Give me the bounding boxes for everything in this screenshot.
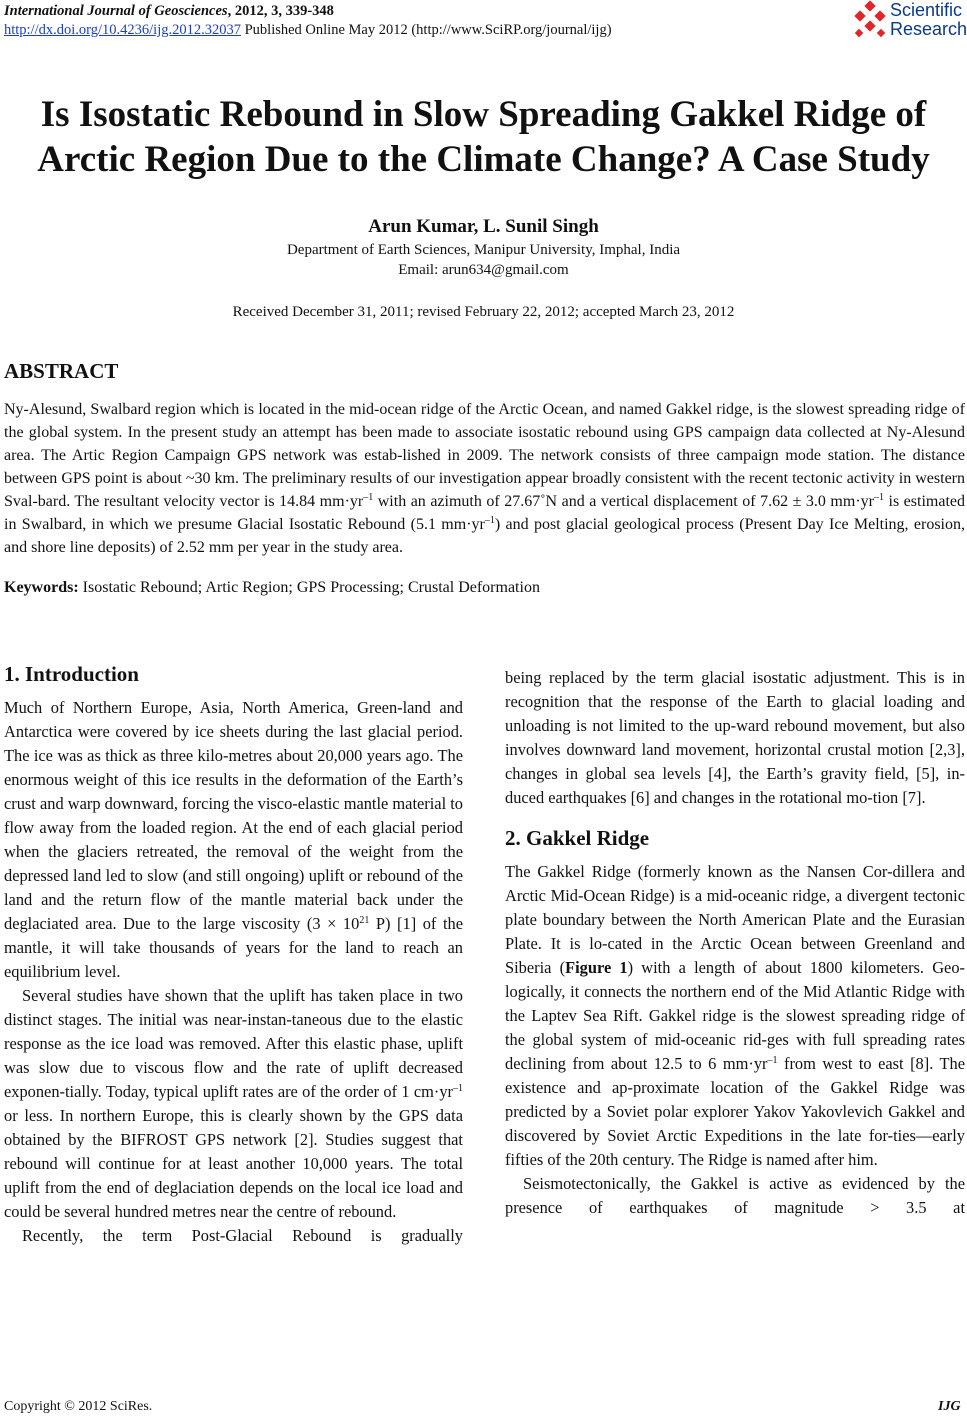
- keywords: [4, 576, 965, 599]
- abstract-text: Ny-Alesund, Swalbard region which is located in the mid-ocean ridge of the Arctic Ocean, and named Gakkel ridge, is the slowest spreading ridge of the global system. In the present study an attempt has been made to associate isostatic rebound using GPS campaign data collected at Ny-Alesund area. The Artic Region Campaign GPS network was estab-lished in 2009. The network consists of three campaign mode station. The distance between GPS point is about ~30 km. The preliminary results of our investigation appear broadly consistent with the recent tectonic activity in western Sval-bard. The resultant velocity vector is 14.84 $mm\cdot yr^{-1}$ with an azimuth of 27.67˚N and a vertical displacement of 7.62 ± 3.0 $mm\cdot yr^{-1}$ is estimated in Swalbard, in which we presume Glacial Isostatic Rebound (5.1 $mm\cdot yr^{-1}$) and post glacial geological process (Present Day Ice Melting, erosion, and shore line deposits) of 2.52 mm per year in the study area.: [4, 401, 965, 556]
- authors: Arun Kumar, L. Sunil Singh: [368, 216, 599, 237]
- journal-citation: , 2012, 3, 339-348: [227, 3, 334, 19]
- abstract-heading: ABSTRACT: [4, 359, 119, 383]
- left-column: [4, 660, 463, 1248]
- doi-line: [4, 21, 612, 39]
- publisher-logo: [848, 0, 966, 42]
- logo-mark-icon: [848, 0, 890, 42]
- gakkel-paragraph-2: Seismotectonically, the Gakkel is active as evidenced by the presence of earthquakes of magnitude > 3.5 at: [505, 1174, 965, 1217]
- section-heading-introduction: 1. Introduction: [4, 662, 139, 686]
- logo-word-2: Research: [890, 19, 967, 39]
- figure-reference[interactable]: Figure 1: [565, 958, 628, 977]
- keywords-list: Isostatic Rebound; Artic Region; GPS Processing; Crustal Deformation: [78, 579, 540, 596]
- logo-word-1: Scientific: [890, 0, 963, 20]
- keywords-label: Keywords:: [4, 579, 79, 596]
- journal-abbreviation: IJG: [938, 1399, 961, 1414]
- affiliation: Department of Earth Sciences, Manipur University, Imphal, India: [286, 242, 681, 258]
- intro-paragraph-3-continued: being replaced by the term glacial isostatic adjustment. This is in recognition that the response of the Earth to glacial loading and unloading is not limited to the up-ward rebound movement, but also involves downward land movement, horizontal crustal motion [2,3], changes in global sea levels [4], the Earth’s gravity field, [5], in-duced earthquakes [6] and changes in the rotational mo-tion [7].: [505, 668, 965, 807]
- doi-link[interactable]: http://dx.doi.org/10.4236/ijg.2012.32037: [4, 22, 241, 38]
- title-line-2: Arctic Region Due to the Climate Change? A Case Study: [37, 139, 930, 180]
- intro-paragraph-2: Several studies have shown that the uplift has taken place in two distinct stages. The initial was near-instan-taneous due to the elastic response as the ice load was removed. After this elastic phase, uplift was slow due to viscous flow and the rate of uplift decreased exponen-tially. Today, typical uplift rates are of the order of 1 $cm\cdot yr^{-1}$ or less. In northern Europe, this is clearly shown by the GPS data obtained by the BIFROST GPS network [2]. Studies suggest that rebound will continue for at least another 10,000 years. The total uplift from the end of deglaciation depends on the local ice load and could be several hundred metres near the centre of rebound.: [4, 986, 463, 1221]
- paper-title: [0, 92, 967, 182]
- intro-paragraph-1: Much of Northern Europe, Asia, North America, Green-land and Antarctica were covered by ice sheets during the last glacial period. The ice was as thick as three kilo-metres about 20,000 years ago. The enormous weight of this ice results in the deformation of the Earth’s crust and warp downward, forcing the visco-elastic mantle material to flow away from the loaded region. At the end of each glacial period when the glaciers retreated, the removal of the weight from the depressed land led to slow (and still ongoing) uplift or rebound of the land and the return flow of the mantle material back under the deglaciated area. Due to the large viscosity ($3 \times 10^{21}$ P) [1] of the mantle, it will take thousands of years for the land to reach an equilibrium level.: [4, 698, 463, 981]
- right-column: [505, 666, 965, 1220]
- intro-paragraph-3: Recently, the term Post-Glacial Rebound is gradually: [22, 1226, 463, 1245]
- title-line-1: Is Isostatic Rebound in Slow Spreading Gakkel Ridge of: [40, 94, 927, 135]
- author-email: Email: arun634@gmail.com: [398, 262, 569, 278]
- journal-name: International Journal of Geosciences: [4, 3, 228, 19]
- copyright: Copyright © 2012 SciRes.: [4, 1399, 153, 1414]
- gakkel-paragraph-1: The Gakkel Ridge (formerly known as the Nansen Cor-dillera and Arctic Mid-Ocean Ridge) is a mid-oceanic ridge, a divergent tectonic plate boundary between the North American Plate and the Eurasian Plate. It is lo-cated in the Arctic Ocean between Greenland and Siberia (Figure 1) with a length of about 1800 kilometers. Geo-logically, it connects the northern end of the Mid Atlantic Ridge with the Laptev Sea Rift. Gakkel ridge is the slowest spreading ridge of the global system of mid-oceanic rid-ges with full spreading rates declining from about 12.5 to 6 $mm\cdot yr^{-1}$ from west to east [8]. The existence and ap-proximate location of the Gakkel Ridge was predicted by a Soviet polar explorer Yakov Yakovlevich Gakkel and discovered by Soviet Arctic Expeditions in the late for-ties—early fifties of the 20th century. The Ridge is named after him.: [505, 862, 965, 1169]
- published-online: Published Online May 2012 (http://www.SciRP.org/journal/ijg): [240, 22, 612, 38]
- section-heading-gakkel-ridge: 2. Gakkel Ridge: [505, 826, 650, 850]
- received-dates: Received December 31, 2011; revised February 22, 2012; accepted March 23, 2012: [232, 304, 735, 320]
- journal-header: [4, 2, 334, 20]
